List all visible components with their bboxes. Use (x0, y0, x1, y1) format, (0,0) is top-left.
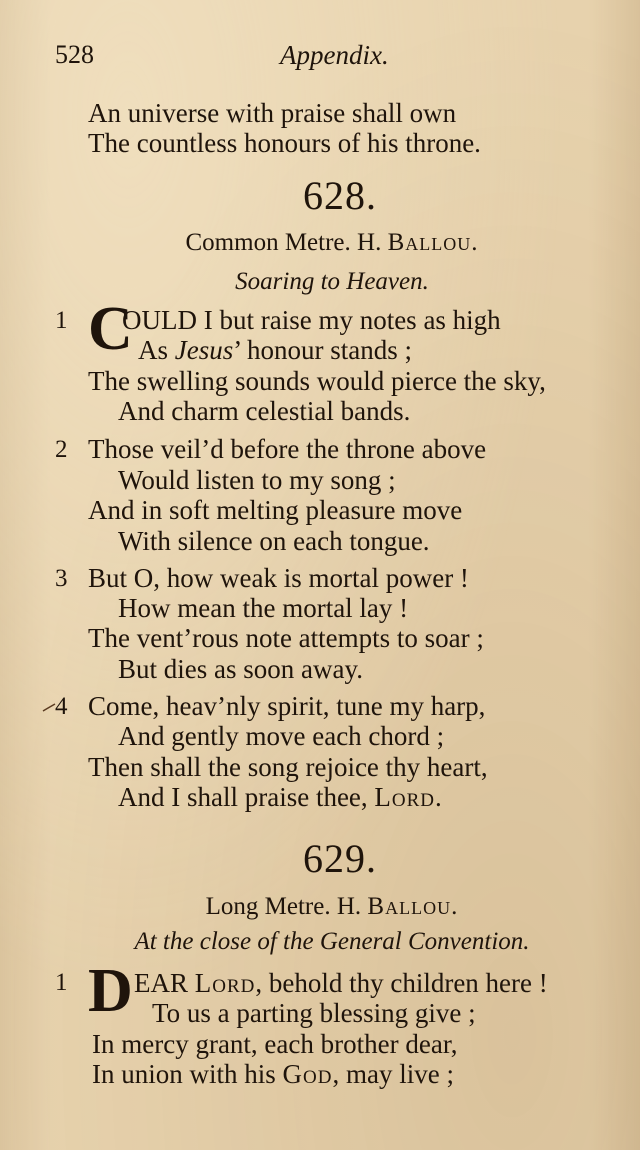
verse-line: OULD I but raise my notes as high (122, 305, 501, 335)
verse-smallcaps: Lord. (374, 782, 443, 812)
running-head (55, 40, 415, 76)
verse-text: EAR (134, 968, 195, 998)
hymn-629-meter-line (12, 893, 640, 921)
verse-line: In mercy grant, each brother dear, (92, 1029, 458, 1059)
verse-smallcaps: Lord (194, 968, 256, 998)
pencil-mark-icon (42, 703, 56, 713)
hymn-628-subtitle: Soaring to Heaven. (235, 268, 429, 295)
verse-line: The vent’rous note attempts to soar ; (88, 623, 484, 653)
continuation-line-2: The countless honours of his throne. (88, 128, 481, 158)
verse-line (118, 782, 443, 812)
meter-label: Long Metre. (205, 893, 331, 920)
meter-label: Common Metre. (185, 229, 351, 256)
verse-line: How mean the mortal lay ! (118, 593, 409, 623)
verse-text: , may live ; (332, 1059, 454, 1089)
verse-text: ’ honour stands ; (233, 335, 412, 365)
verse-text: And I shall praise thee, (118, 782, 375, 812)
drop-cap: D (88, 957, 133, 1025)
verse-line: To us a parting blessing give ; (152, 998, 476, 1028)
verse-text: , behold thy children here ! (255, 968, 548, 998)
verse-line: Come, heav’nly spirit, tune my harp, (88, 691, 486, 721)
verse-line (138, 335, 412, 365)
hymn-number-629: 629. (303, 836, 377, 881)
verse-line: Would listen to my song ; (118, 465, 396, 495)
verse-line (134, 968, 548, 998)
verse-line: Then shall the song rejoice thy heart, (88, 752, 488, 782)
running-title: Appendix. (280, 40, 389, 70)
author-name: Ballou. (387, 229, 479, 256)
verse-line: And gently move each chord ; (118, 721, 445, 751)
author-name: Ballou. (367, 893, 459, 920)
verse-italic-name: Jesus (174, 335, 234, 365)
verse-number: 1 (55, 307, 68, 334)
author-initial: H. (336, 893, 362, 920)
verse-line: And in soft melting pleasure move (88, 495, 463, 525)
verse-line: Those veil’d before the throne above (88, 434, 487, 464)
page-number: 528 (55, 40, 94, 69)
verse-number: 4 (55, 693, 68, 720)
continuation-line-1: An universe with praise shall own (88, 98, 457, 128)
verse-text: In union with his (92, 1059, 283, 1089)
verse-number: 2 (55, 436, 68, 463)
verse-text: As (138, 335, 175, 365)
verse-line (92, 1059, 454, 1089)
verse-line: And charm celestial bands. (118, 396, 411, 426)
hymn-number-628: 628. (303, 173, 377, 218)
verse-line: The swelling sounds would pierce the sky, (88, 366, 546, 396)
verse-line: But O, how weak is mortal power ! (88, 563, 469, 593)
verse-line: But dies as soon away. (118, 654, 363, 684)
verse-number: 3 (55, 565, 68, 592)
drop-cap: C (88, 295, 133, 363)
hymn-628-meter-line (12, 229, 640, 257)
verse-line: With silence on each tongue. (118, 526, 430, 556)
verse-smallcaps: God (282, 1059, 333, 1089)
author-initial: H. (357, 229, 382, 256)
hymn-629-subtitle: At the close of the General Convention. (134, 928, 530, 955)
verse-number: 1 (55, 969, 68, 996)
